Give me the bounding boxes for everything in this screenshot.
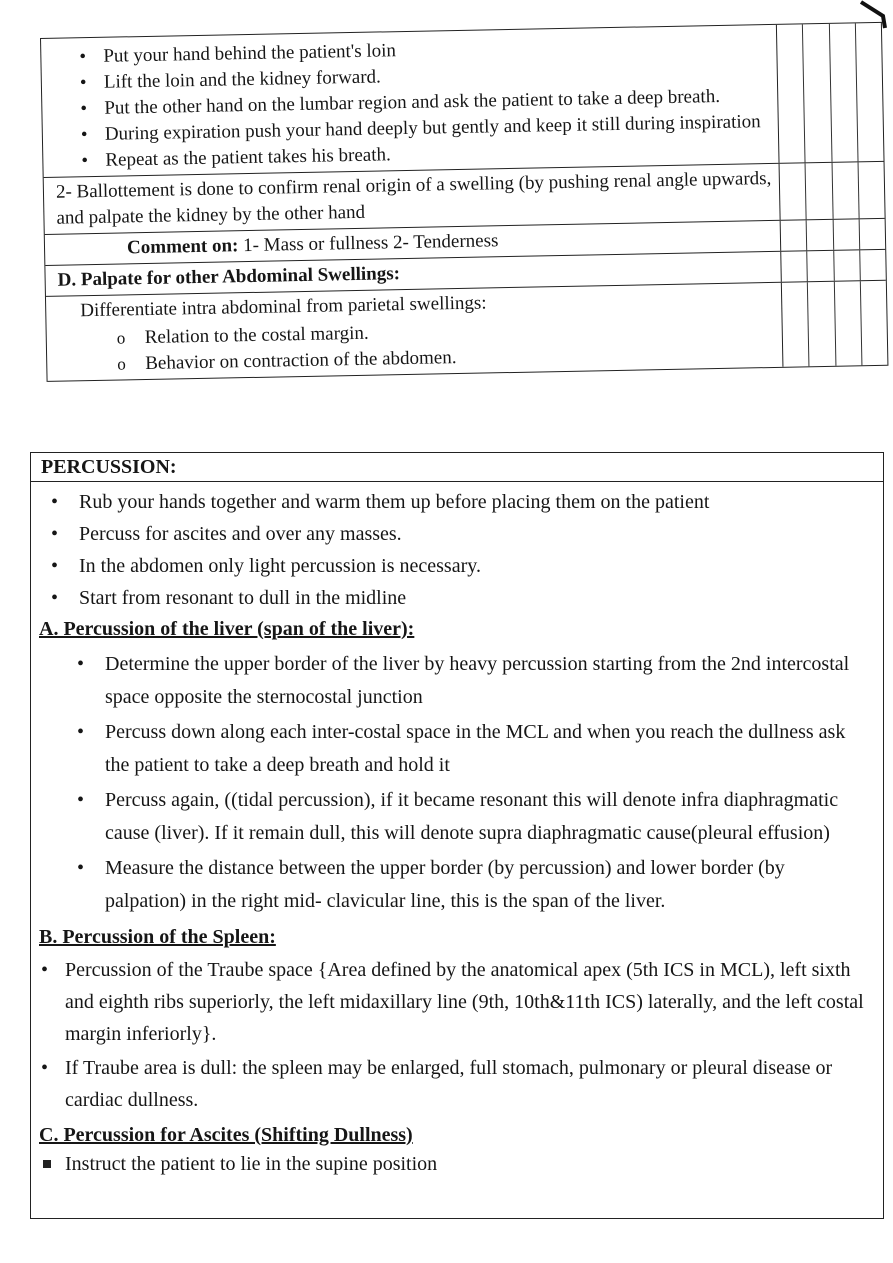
palpation-steps-row [41, 23, 884, 178]
step-item: • Put your hand behind the patient's loin [103, 31, 771, 70]
differentiate-row [46, 281, 887, 382]
checkbox-columns [779, 162, 885, 220]
step-item: • During expiration push your hand deeply but gently and keep it still during inspiration [105, 109, 773, 148]
checkbox-columns [781, 281, 888, 367]
ascites-item: Instruct the patient to lie in the supine position [65, 1150, 883, 1178]
palpate-heading: D. Palpate for other Abdominal Swellings: [57, 263, 401, 291]
circle-item: o Relation to the costal margin. [145, 313, 777, 351]
percussion-heading: PERCUSSION: [31, 452, 883, 482]
step-item: • Put the other hand on the lumbar region and ask the patient to take a deep breath. [104, 83, 772, 122]
spleen-item: • Percussion of the Traube space {Area defined by the anatomical apex (5th ICS in MCL), left sixth and eighth ribs superiorly, the left midaxillary line (9th, 10th&11th ICS) laterally, and the left costal margin inferiorly}. [65, 954, 869, 1050]
spleen-item: • If Traube area is dull: the spleen may be enlarged, full stomach, pulmonary or pleural disease or cardiac dullness. [65, 1052, 869, 1116]
percussion-item: • Rub your hands together and warm them up before placing them on the patient [79, 486, 883, 518]
upper-table [40, 38, 882, 382]
checkbox-columns [780, 219, 886, 251]
comment-items: 1- Mass or fullness 2- Tenderness [242, 230, 499, 257]
percussion-item: • Percuss for ascites and over any masses. [79, 518, 883, 550]
percussion-item: • Start from resonant to dull in the midline [79, 582, 883, 614]
checkbox-columns [780, 250, 886, 282]
percussion-item: • In the abdomen only light percussion is necessary. [79, 550, 883, 582]
liver-item: • Measure the distance between the upper border (by percussion) and lower border (by palpation) in the right mid- clavicular line, this is the span of the liver. [105, 852, 863, 918]
liver-item: • Percuss down along each inter-costal space in the MCL and when you reach the dullness ask the patient to take a deep breath and hold it [105, 716, 863, 782]
liver-item: • Determine the upper border of the liver by heavy percussion starting from the 2nd intercostal space opposite the sternocostal junction [105, 648, 863, 714]
ascites-heading: C. Percussion for Ascites (Shifting Dullness) [39, 1124, 413, 1146]
liver-item: • Percuss again, ((tidal percussion), if it became resonant this will denote infra diaphragmatic cause (liver). If it remain dull, this will denote supra diaphragmatic cause(pleural effusion) [105, 784, 863, 850]
checkbox-columns [776, 23, 884, 163]
step-item: • Repeat as the patient takes his breath. [105, 135, 773, 174]
ballottement-text: 2- Ballottement is done to confirm renal origin of a swelling (by pushing renal angle upwards, and palpate the kidney by the other hand [55, 167, 772, 229]
step-item: • Lift the loin and the kidney forward. [104, 57, 772, 96]
circle-item: o Behavior on contraction of the abdomen. [145, 339, 777, 377]
liver-heading: A. Percussion of the liver (span of the liver): [39, 618, 415, 640]
differentiate-text: Differentiate intra abdominal from parietal swellings: [80, 292, 487, 322]
spleen-heading: B. Percussion of the Spleen: [39, 926, 276, 948]
percussion-section [30, 452, 884, 1219]
comment-label: Comment on: [126, 235, 239, 259]
